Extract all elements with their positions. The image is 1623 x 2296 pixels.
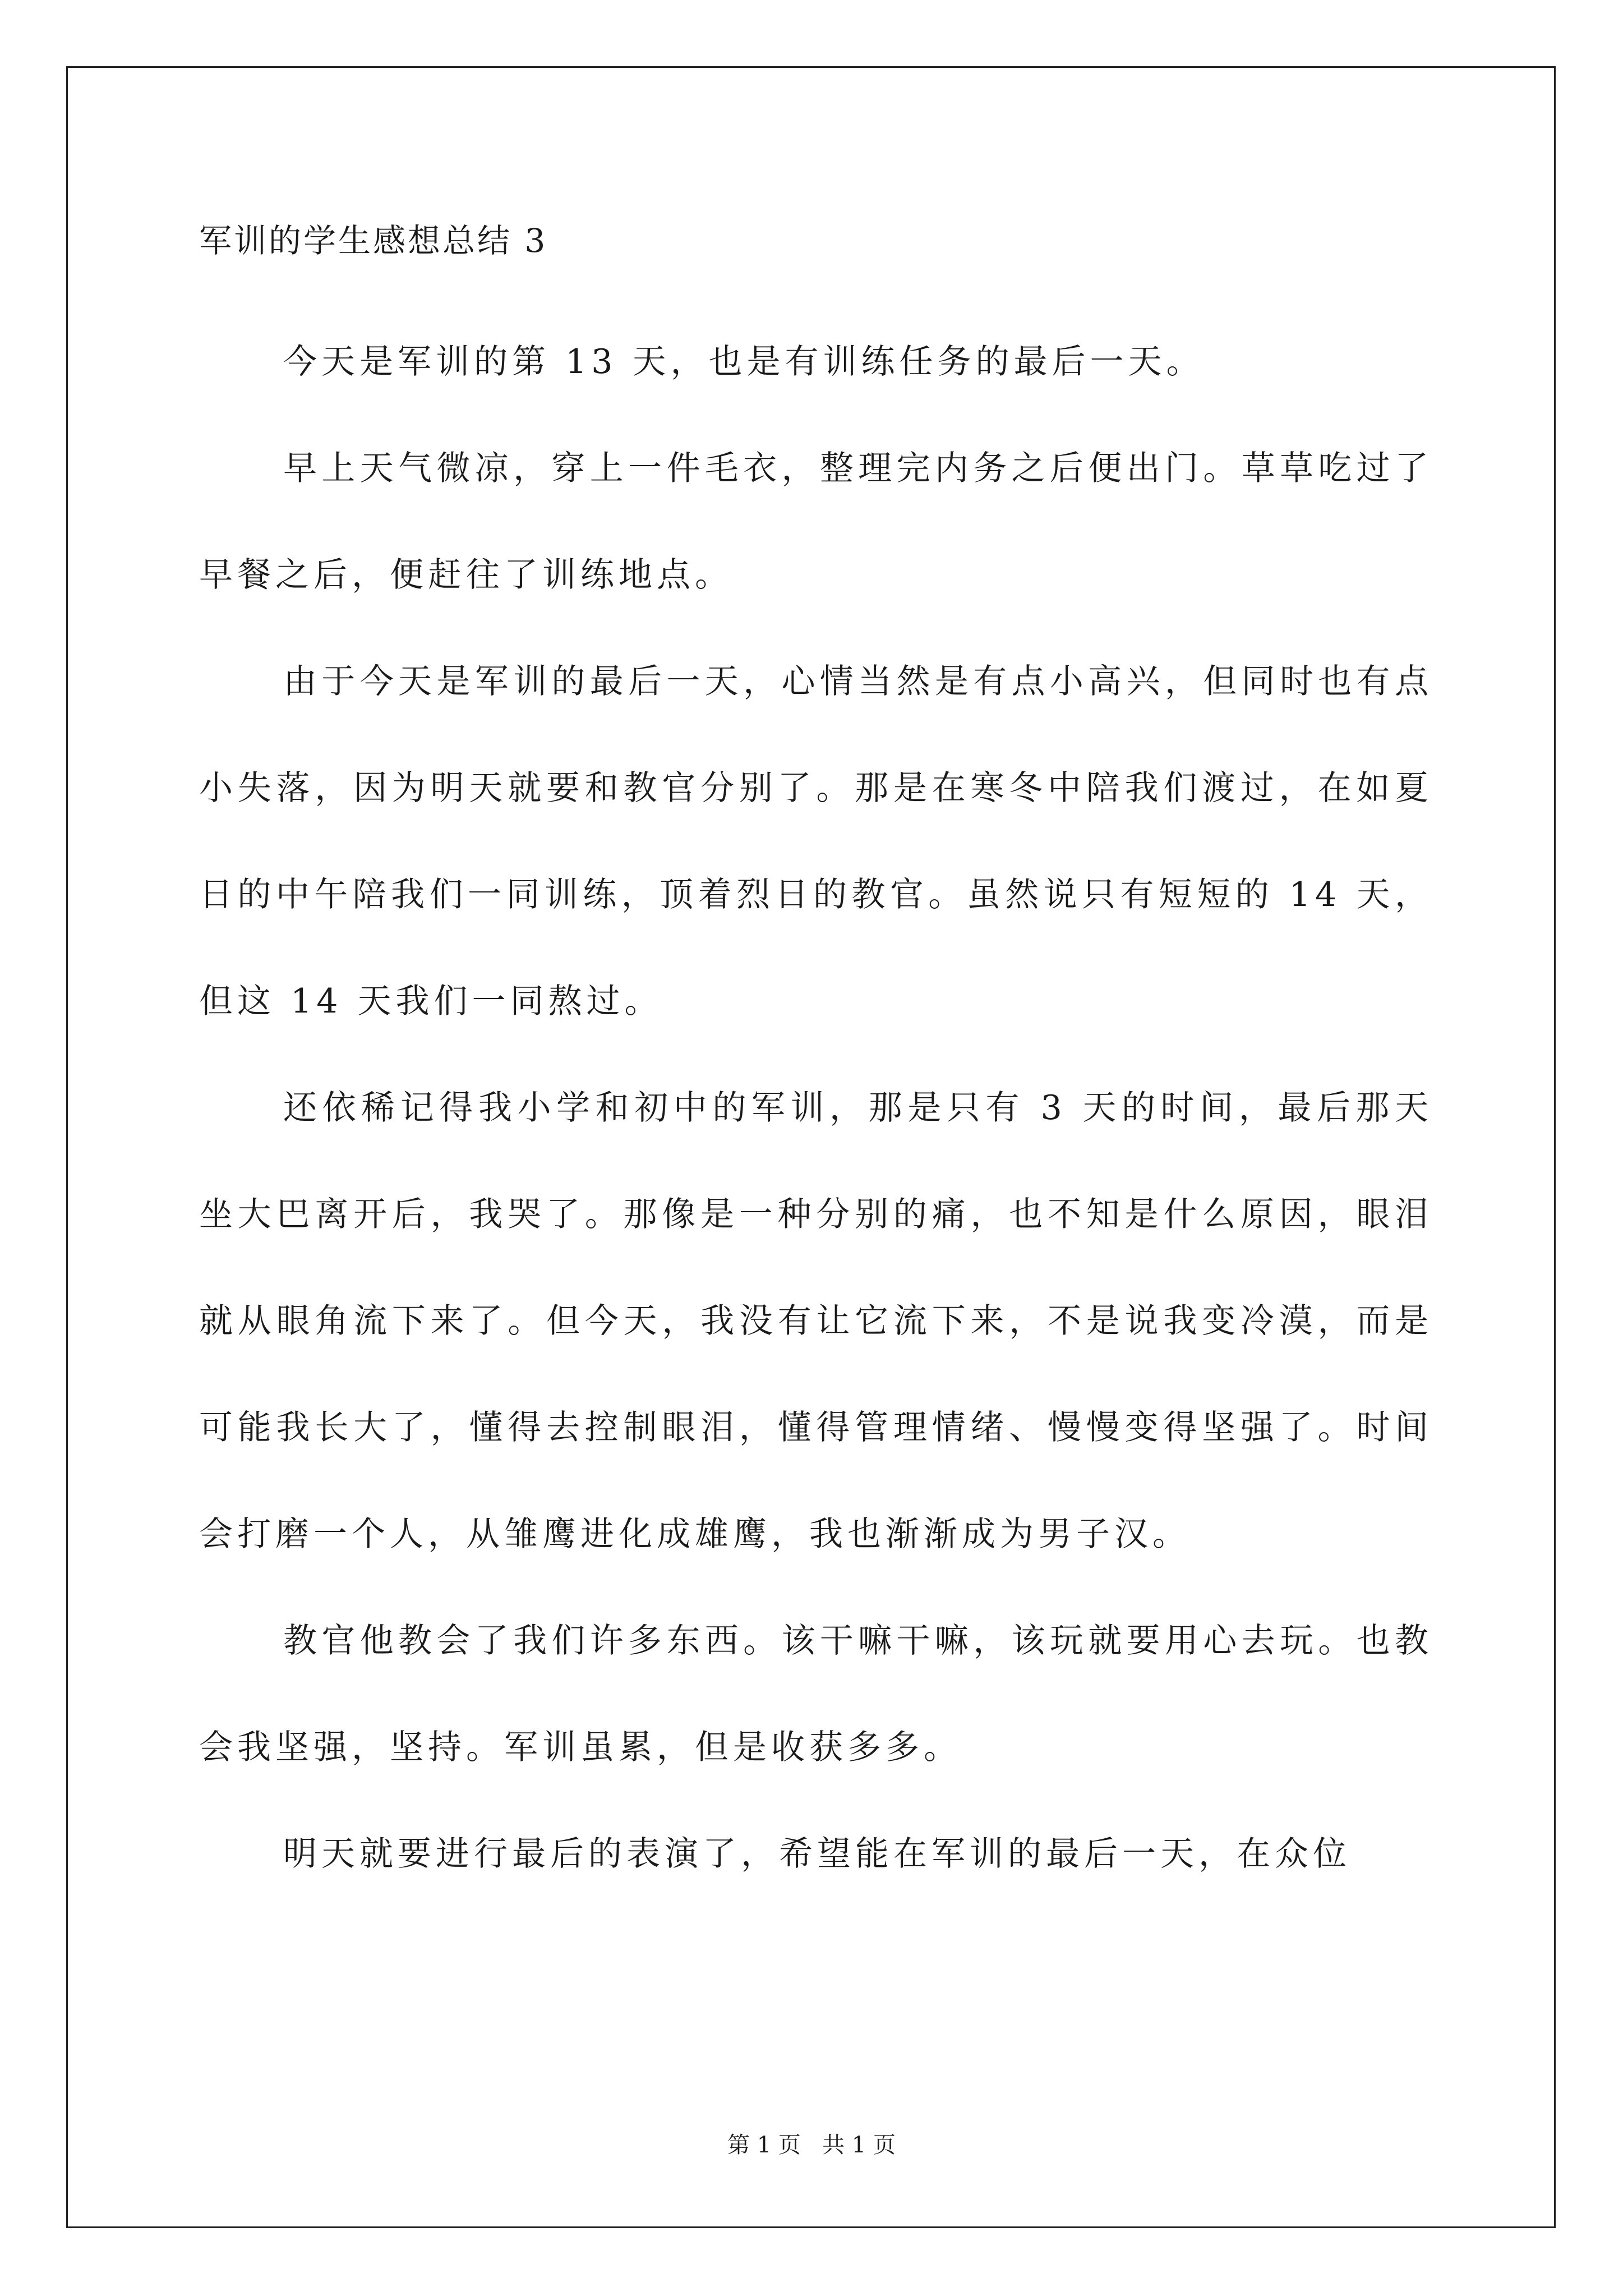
document-body	[199, 223, 1433, 1907]
paragraph-3: 由于今天是军训的最后一天，心情当然是有点小高兴，但同时也有点小失落，因为明天就要和教官分别了。那是在寒冬中陪我们渡过，在如夏日的中午陪我们一同训练，顶着烈日的教官。虽然说只有短短的 14 天，但这 14 天我们一同熬过。	[199, 662, 1433, 1021]
paragraph-1: 今天是军训的第 13 天，也是有训练任务的最后一天。	[283, 342, 1205, 381]
paragraph-5: 教官他教会了我们许多东西。该干嘛干嘛，该玩就要用心去玩。也教会我坚强，坚持。军训虽累，但是收获多多。	[199, 1621, 1433, 1767]
paragraph-6: 明天就要进行最后的表演了，希望能在军训的最后一天，在众位	[283, 1834, 1351, 1874]
document-title: 军训的学生感想总结 3	[199, 222, 548, 260]
paragraph-4: 还依稀记得我小学和初中的军训，那是只有 3 天的时间，最后那天坐大巴离开后，我哭了。那像是一种分别的痛，也不知是什么原因，眼泪就从眼角流下来了。但今天，我没有让它流下来，不是说我变冷漠，而是可能我长大了，懂得去控制眼泪，懂得管理情绪、慢慢变得坚强了。时间会打磨一个人，从雏鹰进化成雄鹰，我也渐渐成为男子汉。	[199, 1088, 1433, 1554]
page-number: 第 1 页 共 1 页	[727, 2132, 896, 2158]
paragraph-2: 早上天气微凉，穿上一件毛衣，整理完内务之后便出门。草草吃过了早餐之后，便赶往了训练地点。	[199, 449, 1433, 595]
